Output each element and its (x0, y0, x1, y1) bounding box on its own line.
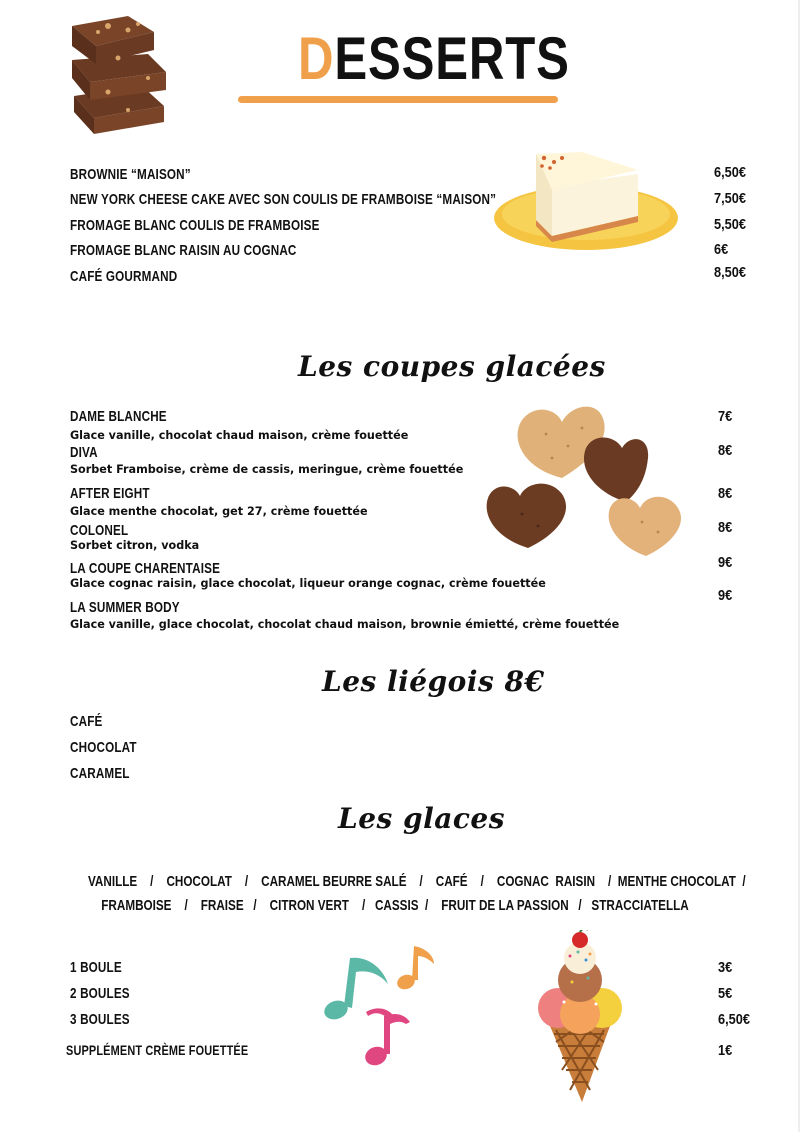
flavours-line: VANILLE / CHOCOLAT / CARAMEL BEURRE SALÉ / CAFÉ / COGNAC RAISIN / MENTHE CHOCOLAT / (88, 873, 746, 890)
coupe-price: 8€ (718, 519, 733, 536)
dessert-name: FROMAGE BLANC COULIS DE FRAMBOISE (70, 217, 320, 234)
dessert-name: FROMAGE BLANC RAISIN AU COGNAC (70, 242, 297, 259)
dessert-name: BROWNIE “MAISON” (70, 166, 191, 183)
liegois-heading: Les liégois 8€ (322, 665, 545, 698)
coupe-description: Glace menthe chocolat, get 27, crème fouettée (70, 505, 368, 518)
title-rest: ESSERTS (334, 25, 570, 92)
scoop-name: 1 BOULE (70, 959, 122, 976)
scoop-price: 6,50€ (718, 1011, 750, 1028)
coupes-heading: Les coupes glacées (298, 350, 606, 383)
glaces-heading: Les glaces (338, 802, 505, 835)
coupe-name: LA COUPE CHARENTAISE (70, 560, 221, 577)
flavours-line: FRAMBOISE / FRAISE / CITRON VERT / CASSIS / FRUIT DE LA PASSION / STRACCIATELLA (101, 897, 689, 914)
coupe-description: Sorbet Framboise, crème de cassis, meringue, crème fouettée (70, 463, 464, 476)
dessert-price: 7,50€ (714, 190, 746, 207)
scoop-name: 3 BOULES (70, 1011, 130, 1028)
liegois-item: CARAMEL (70, 765, 130, 782)
scoop-name: SUPPLÉMENT CRÈME FOUETTÉE (66, 1042, 249, 1058)
coupe-price: 8€ (718, 442, 733, 459)
coupe-name: LA SUMMER BODY (70, 599, 180, 616)
liegois-item: CAFÉ (70, 713, 103, 730)
dessert-price: 6€ (714, 241, 729, 258)
coupe-price: 9€ (718, 554, 733, 571)
music-notes-icon (322, 942, 438, 1068)
page-title (298, 24, 570, 93)
dessert-name: CAFÉ GOURMAND (70, 268, 178, 285)
scoop-price: 3€ (718, 959, 733, 976)
liegois-item: CHOCOLAT (70, 739, 137, 756)
scoop-name: 2 BOULES (70, 985, 130, 1002)
title-underline (238, 96, 558, 103)
coupe-description: Glace vanille, chocolat chaud maison, crème fouettée (70, 429, 409, 442)
ice-cream-cone-icon (534, 930, 626, 1106)
coupe-name: AFTER EIGHT (70, 485, 150, 502)
scoop-price: 1€ (718, 1042, 733, 1059)
heart-cookies-icon (482, 398, 694, 560)
coupe-description: Glace vanille, glace chocolat, chocolat chaud maison, brownie émietté, crème fouettée (70, 618, 620, 631)
coupe-price: 9€ (718, 587, 733, 604)
coupe-name: DIVA (70, 444, 98, 461)
coupe-price: 7€ (718, 408, 733, 425)
coupe-description: Sorbet citron, vodka (70, 539, 200, 552)
dessert-price: 8,50€ (714, 264, 746, 281)
dessert-price: 5,50€ (714, 216, 746, 233)
title-initial: D (298, 25, 335, 92)
coupe-name: COLONEL (70, 522, 129, 539)
dessert-price: 6,50€ (714, 164, 746, 181)
dessert-name: NEW YORK CHEESE CAKE AVEC SON COULIS DE FRAMBOISE “MAISON” (70, 191, 497, 208)
coupe-price: 8€ (718, 485, 733, 502)
coupe-name: DAME BLANCHE (70, 408, 167, 425)
coupe-description: Glace cognac raisin, glace chocolat, liqueur orange cognac, crème fouettée (70, 577, 546, 590)
scoop-price: 5€ (718, 985, 733, 1002)
cheesecake-icon (492, 148, 682, 252)
brownie-icon (68, 12, 170, 138)
